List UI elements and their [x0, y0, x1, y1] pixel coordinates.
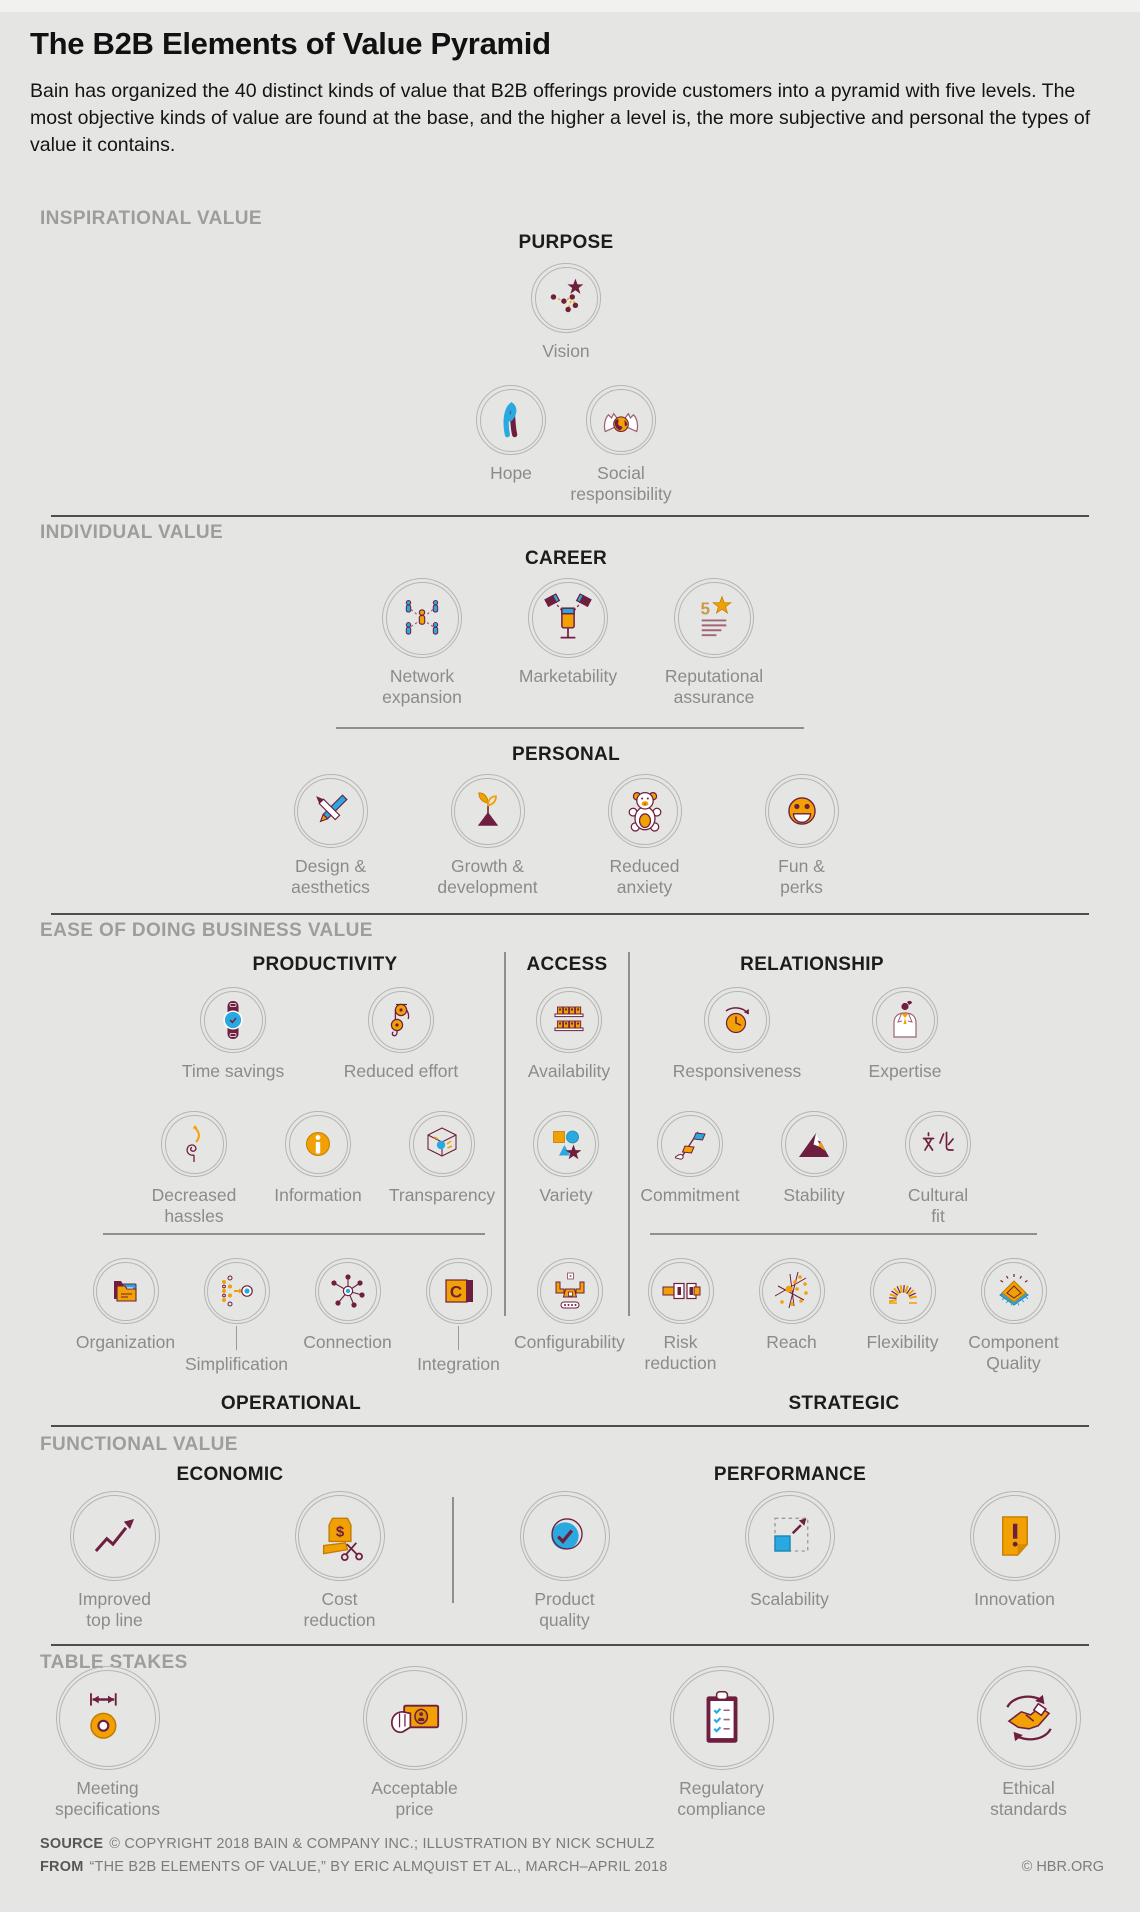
value-item-connection [292, 1258, 403, 1375]
value-item-label: Meeting specifications [54, 1778, 161, 1819]
value-item-integration [403, 1258, 514, 1375]
clipboard-checklist-icon [670, 1666, 774, 1770]
transparent-cube-icon [409, 1111, 475, 1177]
shelves-icon [536, 987, 602, 1053]
value-item-reach [736, 1258, 847, 1375]
top-strip [0, 0, 1140, 12]
hope-ribbon-icon [476, 385, 546, 455]
operational-divider [103, 1233, 485, 1235]
teddy-bear-icon [608, 774, 682, 848]
footer-from-text: “THE B2B ELEMENTS OF VALUE,” BY ERIC ALMQUIST ET AL., MARCH–APRIL 2018 [89, 1859, 668, 1875]
crossed-pencils-icon [294, 774, 368, 848]
level-header-inspirational: INSPIRATIONAL VALUE [40, 208, 262, 229]
hands-globe-icon [586, 385, 656, 455]
untangle-spiral-icon [161, 1111, 227, 1177]
measurement-icon [56, 1666, 160, 1770]
column-header-access: ACCESS [526, 954, 608, 975]
dots-to-target-icon [204, 1258, 270, 1324]
value-item-label: Fun & perks [778, 856, 825, 897]
table-stakes-row [0, 1666, 1140, 1819]
value-item-label: Scalability [750, 1589, 829, 1609]
group-header-personal: PERSONAL [512, 744, 620, 765]
value-item-label: Reduced anxiety [609, 856, 680, 897]
svg-text:5: 5 [700, 598, 711, 619]
value-item-label: Simplification [184, 1354, 289, 1374]
expert-person-icon [872, 987, 938, 1053]
strategic-divider [650, 1233, 1037, 1235]
ease-row-2 [132, 1111, 1000, 1226]
value-item-label: Regulatory compliance [677, 1778, 766, 1819]
value-item-label: Stability [783, 1185, 845, 1205]
hub-network-icon [315, 1258, 381, 1324]
value-item-label: Integration [417, 1354, 500, 1374]
ease-row-3 [70, 1258, 1069, 1375]
marketability-icon [528, 578, 608, 658]
value-item-fun-perks [723, 774, 880, 897]
value-item-label: Marketability [518, 666, 618, 686]
value-item-label: Reduced effort [343, 1061, 459, 1081]
value-item-label: Information [274, 1185, 362, 1205]
smiley-icon [765, 774, 839, 848]
intro-paragraph: Bain has organized the 40 distinct kinds of value that B2B offerings provide customers into a pyramid with five levels. The most objective kinds of value are found at the base, and the higher a level is, the more subjective and personal the types of value it contains. [30, 80, 1091, 156]
value-item-label: Design & aesthetics [291, 856, 370, 897]
pulley-icon [368, 987, 434, 1053]
value-item-cultural-fit [876, 1111, 1000, 1226]
value-item-label: Growth & development [437, 856, 538, 897]
value-item-responsiveness [653, 987, 821, 1082]
value-item-label: Acceptable price [371, 1778, 458, 1819]
value-item-label: Availability [527, 1061, 611, 1081]
value-item-risk-reduction [625, 1258, 736, 1375]
chip-diamond-icon [981, 1258, 1047, 1324]
section-divider [51, 913, 1089, 915]
career-row [349, 578, 787, 707]
mountain-icon [781, 1111, 847, 1177]
value-item-stability [752, 1111, 876, 1226]
value-item-configurability [514, 1258, 625, 1375]
seatbelt-icon [648, 1258, 714, 1324]
value-item-decreased-hassles [132, 1111, 256, 1226]
value-item-vision [491, 263, 641, 362]
quality-check-icon [520, 1491, 610, 1581]
value-item-label: Reputational assurance [664, 666, 764, 707]
group-header-career: CAREER [524, 548, 608, 569]
value-item-product-quality [452, 1491, 677, 1630]
price-tag-scissors-icon [295, 1491, 385, 1581]
purpose-row-1 [491, 263, 641, 362]
info-icon [285, 1111, 351, 1177]
value-item-design-aesthetics [252, 774, 409, 897]
sprout-icon [451, 774, 525, 848]
value-item-transparency [380, 1111, 504, 1226]
column-header-relationship: RELATIONSHIP [740, 954, 884, 975]
value-item-label: Organization [75, 1332, 176, 1352]
footer-credit: © HBR.ORG [1021, 1859, 1104, 1875]
value-item-label: Variety [539, 1185, 593, 1205]
level-header-functional: FUNCTIONAL VALUE [40, 1434, 238, 1455]
value-item-innovation [902, 1491, 1127, 1630]
section-divider [51, 1644, 1089, 1646]
value-item-acceptable-price [261, 1666, 568, 1819]
value-item-flexibility [847, 1258, 958, 1375]
group-header-economic: ECONOMIC [176, 1464, 284, 1485]
value-item-availability [485, 987, 653, 1082]
group-header-operational: OPERATIONAL [220, 1393, 362, 1414]
footer-source-label: SOURCE [40, 1836, 104, 1852]
value-item-network-expansion [349, 578, 495, 707]
value-item-improved-top-line [2, 1491, 227, 1630]
rising-arrow-icon [70, 1491, 160, 1581]
value-item-label: Responsiveness [672, 1061, 802, 1081]
value-item-label: Commitment [640, 1185, 740, 1205]
value-item-label: Ethical standards [990, 1778, 1067, 1819]
purpose-row-2 [456, 385, 676, 504]
integration-c-icon [426, 1258, 492, 1324]
value-item-commitment [628, 1111, 752, 1226]
level-header-individual: INDIVIDUAL VALUE [40, 522, 224, 543]
value-item-scalability [677, 1491, 902, 1630]
culture-characters-icon [905, 1111, 971, 1177]
five-star-rating-icon [674, 578, 754, 658]
value-item-label: Time savings [181, 1061, 285, 1081]
value-item-marketability [495, 578, 641, 707]
value-item-label: Innovation [974, 1589, 1055, 1609]
value-item-label: Cultural fit [907, 1185, 969, 1226]
value-item-expertise [821, 987, 989, 1082]
value-item-label: Expertise [868, 1061, 942, 1081]
footer-from [40, 1859, 668, 1875]
section-divider [51, 1425, 1089, 1427]
value-item-organization [70, 1258, 181, 1375]
column-header-productivity: PRODUCTIVITY [252, 954, 398, 975]
value-item-label: Cost reduction [303, 1589, 376, 1630]
level-header-ease: EASE OF DOING BUSINESS VALUE [40, 920, 373, 941]
value-item-label: Network expansion [382, 666, 462, 707]
hand-banknote-icon [363, 1666, 467, 1770]
value-item-label: Connection [303, 1332, 392, 1352]
section-divider [51, 515, 1089, 517]
value-item-label: Improved top line [78, 1589, 151, 1630]
value-item-time-savings [149, 987, 317, 1082]
group-header-strategic: STRATEGIC [788, 1393, 900, 1414]
svg-text:C: C [449, 1282, 462, 1302]
network-people-icon [382, 578, 462, 658]
career-personal-divider [336, 727, 804, 729]
folders-icon [93, 1258, 159, 1324]
value-item-ethical-standards [875, 1666, 1140, 1819]
personal-row [252, 774, 880, 897]
sticky-note-exclamation-icon [970, 1491, 1060, 1581]
assembly-robot-icon [537, 1258, 603, 1324]
value-item-label: Configurability [514, 1332, 625, 1352]
value-item-label: Reach [766, 1332, 817, 1352]
value-item-label: Transparency [388, 1185, 496, 1205]
handshake-icon [977, 1666, 1081, 1770]
footer-source [40, 1836, 655, 1852]
scale-up-icon [745, 1491, 835, 1581]
value-item-label: Hope [490, 463, 532, 483]
value-item-information [256, 1111, 380, 1226]
value-item-simplification [181, 1258, 292, 1375]
page-title: The B2B Elements of Value Pyramid [30, 26, 551, 61]
svg-text:$: $ [335, 1523, 344, 1541]
vision-constellation-icon [531, 263, 601, 333]
value-item-growth-development [409, 774, 566, 897]
value-item-label: Decreased hassles [151, 1185, 237, 1226]
group-header-purpose: PURPOSE [518, 232, 614, 253]
value-item-label: Flexibility [866, 1332, 939, 1352]
burst-reach-icon [759, 1258, 825, 1324]
value-item-label: Risk reduction [644, 1332, 717, 1373]
spring-arch-icon [870, 1258, 936, 1324]
footer-from-label: FROM [40, 1859, 84, 1875]
footer-source-text: © COPYRIGHT 2018 BAIN & COMPANY INC.; ILLUSTRATION BY NICK SCHULZ [109, 1836, 655, 1852]
fast-clock-icon [704, 987, 770, 1053]
value-item-reduced-anxiety [566, 774, 723, 897]
value-item-regulatory-compliance [568, 1666, 875, 1819]
value-item-meeting-specifications [0, 1666, 261, 1819]
level-header-table-stakes: TABLE STAKES [40, 1652, 188, 1673]
shapes-icon [533, 1111, 599, 1177]
value-item-hope [456, 385, 566, 504]
value-item-label: Product quality [534, 1589, 595, 1630]
ease-row-1 [149, 987, 989, 1082]
functional-row [2, 1491, 1127, 1630]
flag-icon [657, 1111, 723, 1177]
value-item-reputational-assurance [641, 578, 787, 707]
value-item-variety [504, 1111, 628, 1226]
value-item-reduced-effort [317, 987, 485, 1082]
value-item-cost-reduction [227, 1491, 452, 1630]
value-item-label: Component Quality [968, 1332, 1059, 1373]
wristwatch-icon [200, 987, 266, 1053]
value-item-component-quality [958, 1258, 1069, 1375]
group-header-performance: PERFORMANCE [713, 1464, 867, 1485]
value-item-label: Social responsibility [570, 463, 672, 504]
value-item-label: Vision [542, 341, 590, 361]
value-item-social-responsibility [566, 385, 676, 504]
